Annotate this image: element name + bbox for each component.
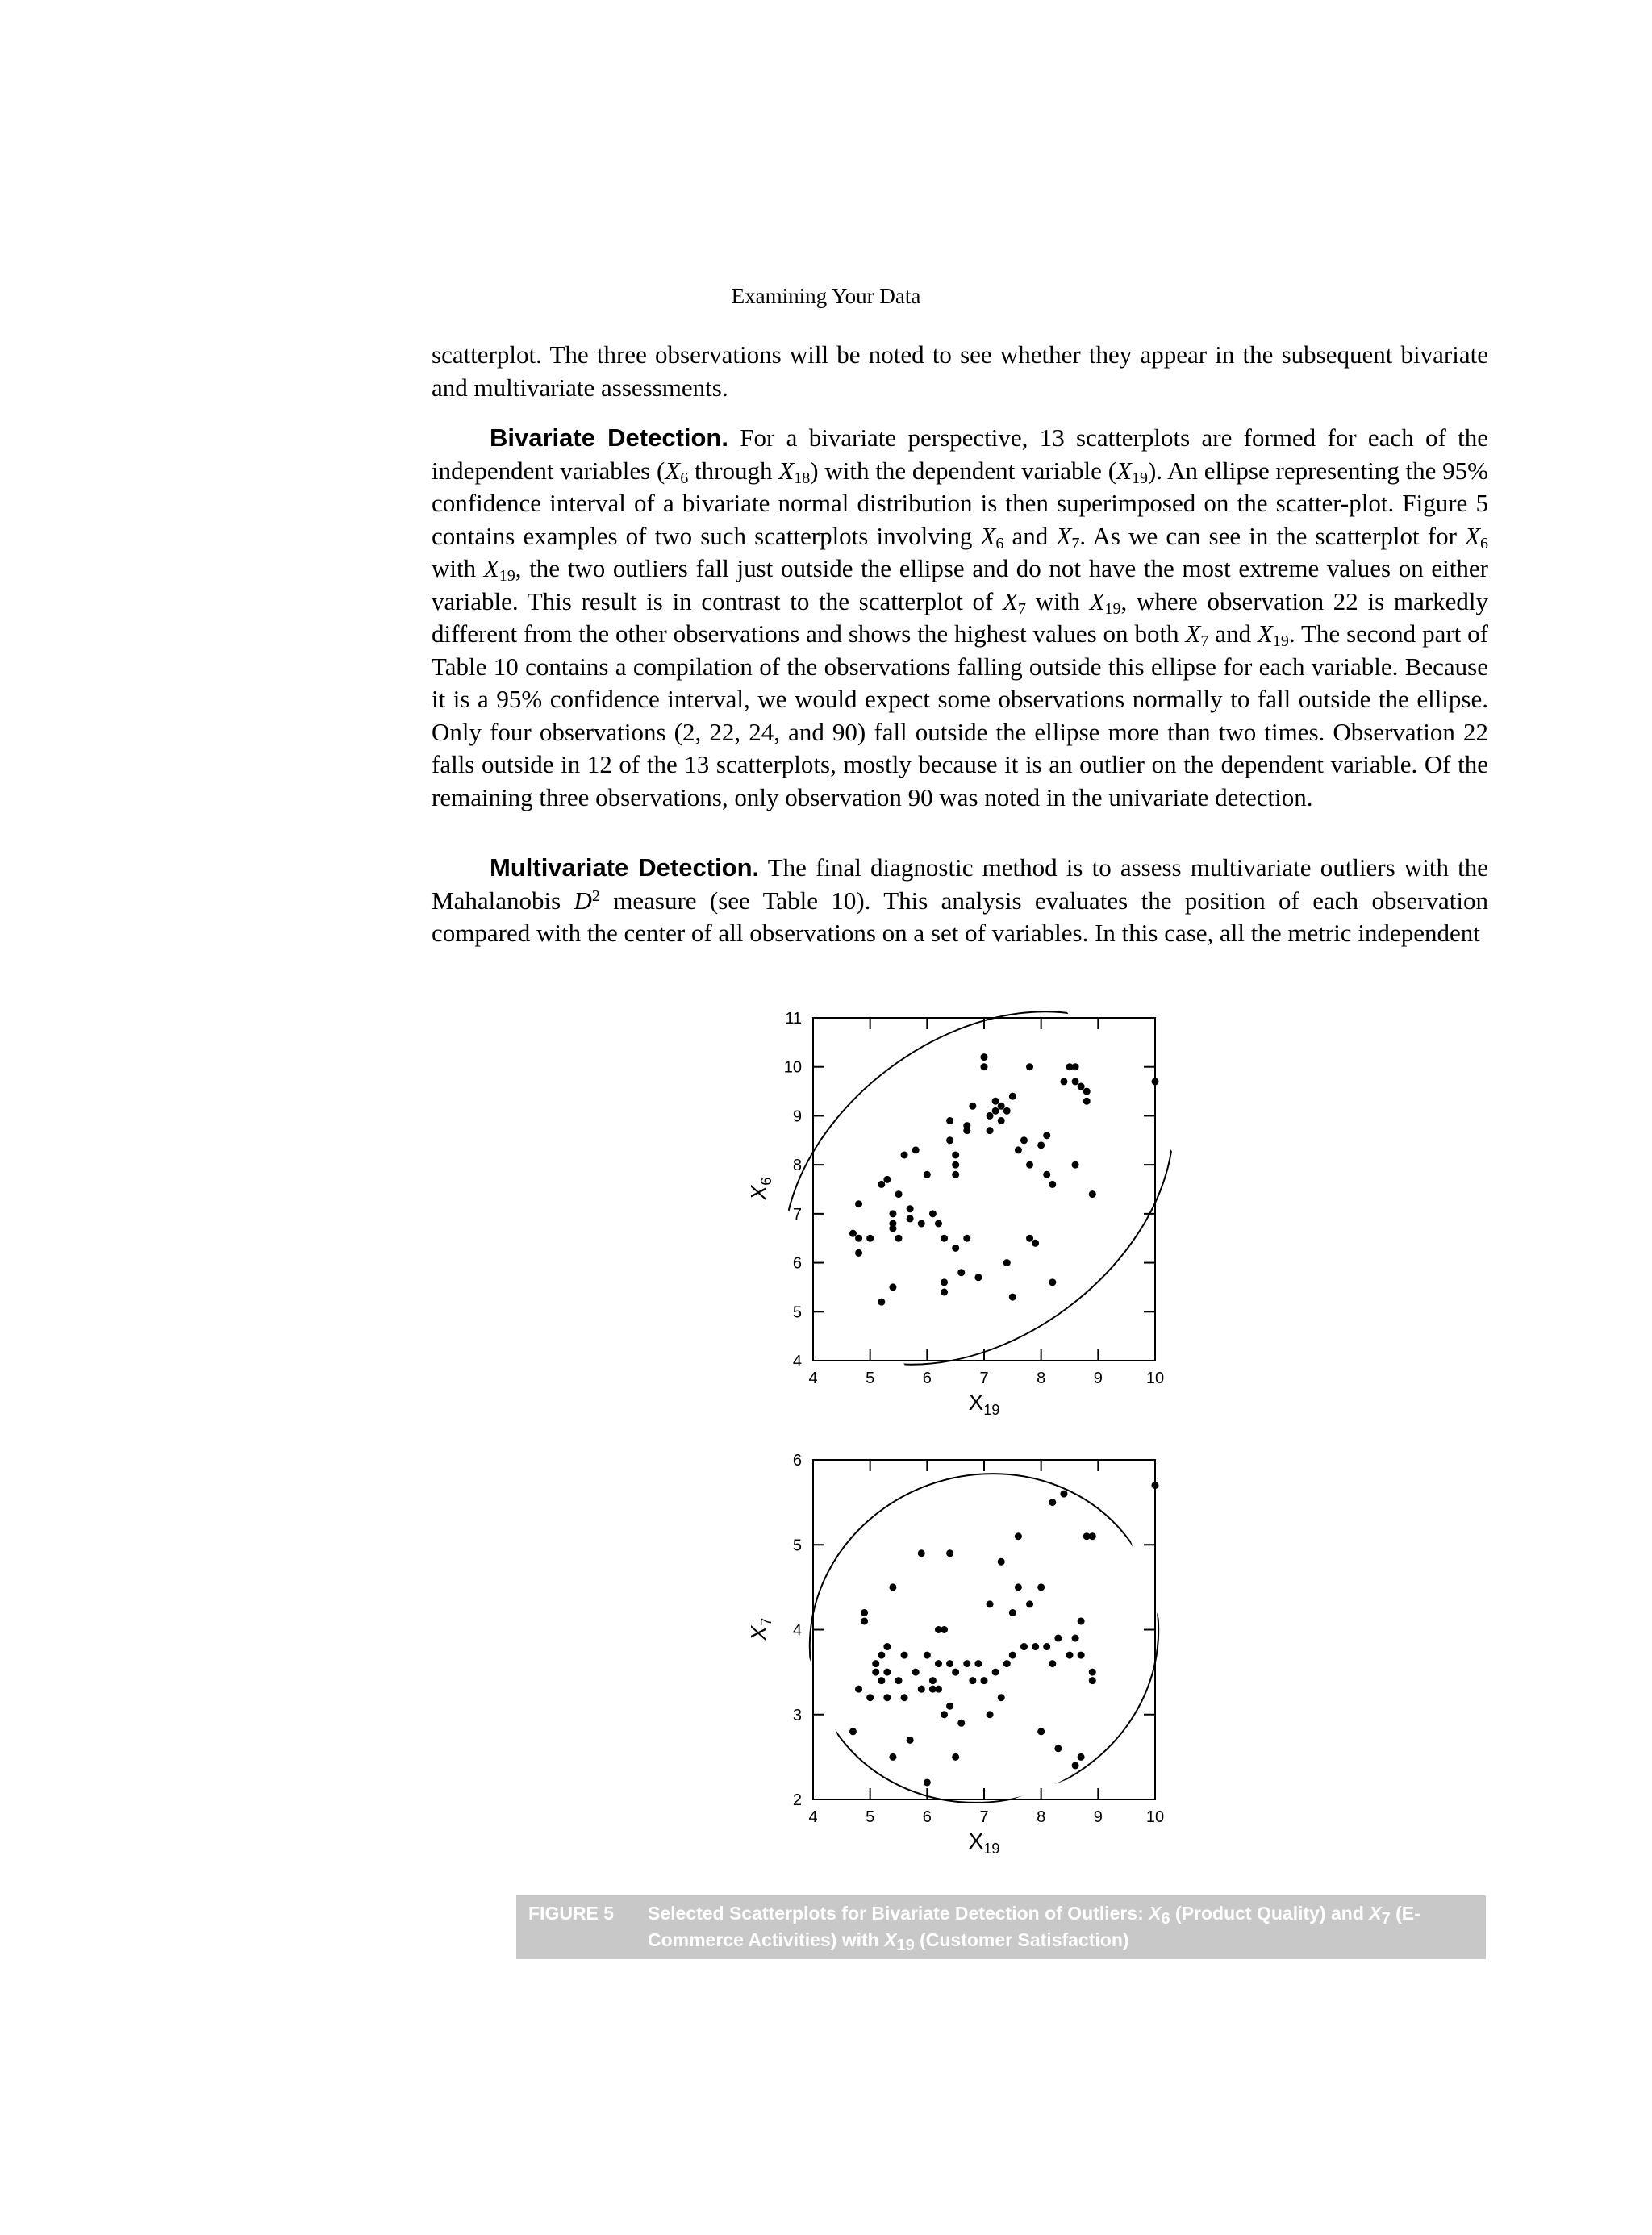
y-tick-label: 2 — [792, 1791, 802, 1809]
subscript: 19 — [1272, 632, 1289, 650]
y-tick-label: 4 — [792, 1353, 802, 1370]
x-axis-label: $X_{19}$ — [968, 1390, 1000, 1418]
data-point — [855, 1200, 862, 1207]
subscript: 7 — [1381, 1910, 1391, 1928]
data-point — [889, 1753, 896, 1761]
data-point — [963, 1235, 970, 1242]
paragraph-1-text: scatterplot. The three observations will be noted to see whether they appear in the subsequent bivariate and multivariate assessments. — [432, 340, 1488, 402]
data-point — [1089, 1677, 1096, 1684]
data-point — [855, 1235, 862, 1242]
data-point — [1009, 1093, 1016, 1100]
data-point — [889, 1283, 896, 1291]
x-tick-label: 8 — [1037, 1370, 1046, 1387]
data-point — [924, 1778, 931, 1786]
data-point — [952, 1753, 959, 1761]
variable-symbol: X — [483, 554, 499, 582]
data-point — [895, 1677, 903, 1684]
subscript: 6 — [1480, 534, 1488, 552]
data-point — [1078, 1083, 1085, 1090]
data-point — [855, 1686, 862, 1693]
data-point — [941, 1235, 948, 1242]
data-point — [1015, 1583, 1022, 1591]
data-point — [987, 1600, 994, 1607]
plot-frame — [813, 1460, 1155, 1799]
data-point — [895, 1190, 903, 1198]
data-point — [883, 1694, 891, 1701]
data-point — [907, 1215, 914, 1222]
data-point — [1072, 1161, 1079, 1169]
x-tick-label: 8 — [1037, 1808, 1046, 1826]
data-point — [878, 1181, 885, 1188]
data-point — [901, 1652, 908, 1659]
x-axis-label: $X_{19}$ — [968, 1828, 1000, 1857]
y-axis-label: $X_6$ — [746, 1177, 774, 1201]
data-point — [946, 1549, 953, 1557]
subscript: 7 — [1200, 632, 1209, 650]
subscript: 6 — [1161, 1910, 1170, 1928]
data-point — [981, 1677, 988, 1684]
variable-symbol: X — [1185, 619, 1201, 648]
variable-symbol: X — [1089, 586, 1105, 615]
data-point — [883, 1176, 891, 1183]
multivariate-heading: Multivariate Detection. — [490, 853, 760, 882]
data-point — [987, 1711, 994, 1718]
variable-symbol: X — [1003, 586, 1019, 615]
data-point — [992, 1098, 999, 1105]
data-point — [1083, 1098, 1091, 1105]
data-point — [987, 1127, 994, 1134]
x-tick-label: 9 — [1093, 1808, 1103, 1826]
data-point — [878, 1299, 885, 1306]
variable-symbol: X — [1465, 521, 1480, 550]
data-point — [1043, 1171, 1050, 1178]
y-tick-label: 5 — [792, 1303, 802, 1322]
data-point — [901, 1694, 908, 1701]
data-point — [872, 1669, 879, 1676]
data-point — [1037, 1728, 1045, 1735]
data-point — [889, 1210, 896, 1217]
data-point — [1060, 1078, 1067, 1085]
data-point — [907, 1737, 914, 1744]
data-point — [1072, 1762, 1079, 1769]
data-point — [849, 1230, 857, 1237]
superscript: 2 — [591, 886, 600, 905]
data-point — [992, 1669, 999, 1676]
data-point — [974, 1660, 982, 1667]
bivariate-body: For a bivariate perspective, 13 scatterplots are formed for each of the independent variables ($X_6$ through $X_{18}$) with the dependent variable $(X_{19})$. An ellipse representing the 95% confidence interval of a bivariate normal distribution is then superimposed on the scatter-plot. Figure 5 contains examples of two such scatterplots involving $X_6$ and $X_7$. As we can see in the scatterplot for $X_6$ with $X_{19}$, the two outliers fall just outside the ellipse and do not have the most extreme values on either variable. This result is in contrast to the scatterplot of $X_7$ with $X_{19}$, where observation 22 is markedly different from the other observations and shows the highest values on both $X_7$ and $X_{19}$. The second part of Table 10 contains a compilation of the observations falling outside this ellipse for each variable. Because it is a 95% confidence interval, we would expect some observations normally to fall outside the ellipse. Only four observations (2, 22, 24, and 90) fall outside the ellipse more than two times. Observation 22 falls outside in 12 of the 13 scatterplots, mostly because it is an outlier on the dependent variable. Of the remaining three observations, only observation 90 was noted in the univariate detection. — [432, 423, 1489, 811]
data-point — [924, 1652, 931, 1659]
data-point — [1049, 1181, 1056, 1188]
figure-label: FIGURE 5 — [528, 1903, 615, 1924]
data-point — [918, 1549, 925, 1557]
data-point — [1037, 1583, 1045, 1591]
data-point — [849, 1728, 857, 1735]
x-tick-label: 10 — [1145, 1370, 1165, 1387]
data-point — [1009, 1294, 1016, 1301]
data-point — [946, 1136, 953, 1144]
y-tick-label: 7 — [792, 1205, 802, 1224]
data-point — [952, 1161, 959, 1169]
x-tick-label: 9 — [1093, 1370, 1103, 1387]
y-tick-label: 9 — [792, 1107, 802, 1126]
data-point — [901, 1152, 908, 1159]
data-point — [1078, 1617, 1085, 1624]
data-point — [1083, 1088, 1091, 1095]
data-point — [866, 1694, 874, 1701]
data-point — [1003, 1107, 1011, 1115]
y-axis-label: $X_7$ — [746, 1617, 774, 1641]
variable-symbol: X — [665, 456, 681, 485]
y-tick-label: 3 — [792, 1706, 802, 1724]
variable-symbol: X — [1257, 619, 1273, 648]
data-point — [1026, 1063, 1033, 1070]
data-point — [952, 1245, 959, 1252]
data-point — [929, 1210, 937, 1217]
subscript: 6 — [680, 469, 689, 487]
y-tick-label: 6 — [792, 1254, 802, 1273]
data-point — [1066, 1652, 1074, 1659]
variable-symbol: X — [778, 456, 795, 485]
variable-symbol: X — [1056, 521, 1072, 550]
data-point — [1020, 1643, 1028, 1650]
subscript: 6 — [995, 534, 1004, 552]
data-point — [1009, 1652, 1016, 1659]
data-point — [998, 1103, 1005, 1110]
data-point — [1054, 1745, 1062, 1752]
data-point — [1060, 1491, 1067, 1498]
data-point — [878, 1652, 885, 1659]
figure-caption-text: Selected Scatterplots for Bivariate Detection of Outliers: $X_6$ (Product Quality) and $X_7$ (E-Commerce Activities) with $X_{19}$ (Customer Satisfaction) — [648, 1903, 1420, 1954]
figure-caption — [516, 1895, 1486, 1959]
data-point — [912, 1669, 920, 1676]
y-tick-label: 5 — [792, 1537, 802, 1555]
data-point — [883, 1669, 891, 1676]
subscript: 19 — [1104, 599, 1121, 618]
data-point — [872, 1660, 879, 1667]
data-point — [941, 1711, 948, 1718]
data-point — [957, 1720, 965, 1727]
data-point — [1043, 1643, 1050, 1650]
data-point — [889, 1583, 896, 1591]
y-tick-label: 8 — [792, 1157, 802, 1175]
variable-symbol: X — [980, 521, 996, 550]
subscript: 19 — [499, 567, 515, 585]
data-point — [1003, 1660, 1011, 1667]
data-point — [1078, 1753, 1085, 1761]
data-point — [1152, 1482, 1159, 1489]
data-point — [861, 1617, 868, 1624]
data-point — [1072, 1078, 1079, 1085]
running-head: Examining Your Data — [731, 284, 921, 308]
data-point — [1072, 1635, 1079, 1642]
data-point — [963, 1660, 970, 1667]
y-tick-label: 10 — [783, 1058, 802, 1077]
subscript: 19 — [896, 1937, 915, 1954]
data-point — [946, 1117, 953, 1124]
data-point — [883, 1643, 891, 1650]
y-tick-label: 6 — [792, 1452, 802, 1470]
data-point — [957, 1269, 965, 1276]
x-tick-label: 7 — [979, 1370, 989, 1387]
variable-symbol: X — [1149, 1903, 1162, 1924]
data-point — [918, 1686, 925, 1693]
data-point — [1049, 1499, 1056, 1506]
data-point — [1089, 1190, 1096, 1198]
data-point — [1049, 1660, 1056, 1667]
data-point — [981, 1063, 988, 1070]
multivariate-body: The final diagnostic method is to assess multivariate outliers with the Mahalanobis $D^2$ measure (see Table 10). This analysis evaluates the position of each observation compared with the center of all observations on a set of variables. In this case, all the metric independent — [432, 853, 1489, 947]
subscript: 19 — [1131, 469, 1148, 487]
data-point — [1043, 1132, 1050, 1139]
data-point — [941, 1278, 948, 1286]
data-point — [1049, 1278, 1056, 1286]
x-tick-label: 5 — [866, 1808, 875, 1826]
data-point — [941, 1289, 948, 1296]
data-point — [855, 1249, 862, 1257]
data-point — [1089, 1532, 1096, 1540]
data-point — [992, 1107, 999, 1115]
data-point — [941, 1626, 948, 1633]
data-point — [1015, 1532, 1022, 1540]
x-tick-label: 4 — [808, 1808, 818, 1826]
x-tick-label: 6 — [922, 1370, 932, 1387]
variable-symbol: X — [1369, 1903, 1382, 1924]
data-point — [952, 1669, 959, 1676]
bivariate-heading: Bivariate Detection. — [490, 423, 728, 452]
data-point — [1003, 1259, 1011, 1266]
data-point — [969, 1677, 976, 1684]
data-point — [946, 1703, 953, 1710]
subscript: 7 — [1071, 534, 1080, 552]
data-point — [974, 1274, 982, 1281]
x-tick-label: 5 — [866, 1370, 875, 1387]
data-point — [878, 1677, 885, 1684]
data-point — [1026, 1161, 1033, 1169]
variable-symbol: D — [574, 886, 592, 915]
data-point — [1037, 1141, 1045, 1149]
variable-symbol: X — [884, 1929, 897, 1950]
data-point — [1020, 1136, 1028, 1144]
data-point — [952, 1171, 959, 1178]
confidence-ellipse — [763, 1425, 1205, 1852]
data-point — [866, 1235, 874, 1242]
data-point — [1152, 1078, 1159, 1085]
x-tick-label: 4 — [808, 1370, 818, 1387]
data-point — [918, 1220, 925, 1228]
data-point — [1015, 1146, 1022, 1153]
data-point — [861, 1609, 868, 1616]
y-tick-label: 11 — [785, 1010, 802, 1028]
variable-symbol: X — [1116, 456, 1132, 485]
data-point — [998, 1694, 1005, 1701]
data-point — [924, 1171, 931, 1178]
subscript: 7 — [1018, 599, 1027, 618]
data-point — [935, 1686, 942, 1693]
data-point — [912, 1146, 920, 1153]
data-point — [1072, 1063, 1079, 1070]
data-point — [895, 1235, 903, 1242]
data-point — [1054, 1635, 1062, 1642]
data-point — [1078, 1652, 1085, 1659]
data-point — [1032, 1643, 1039, 1650]
data-point — [1032, 1240, 1039, 1247]
x-tick-label: 6 — [922, 1808, 932, 1826]
data-point — [952, 1152, 959, 1159]
data-point — [907, 1205, 914, 1212]
data-point — [946, 1660, 953, 1667]
data-point — [1009, 1609, 1016, 1616]
data-point — [889, 1225, 896, 1232]
data-point — [929, 1677, 937, 1684]
data-point — [963, 1122, 970, 1129]
data-point — [1026, 1235, 1033, 1242]
data-point — [969, 1103, 976, 1110]
data-point — [1026, 1600, 1033, 1607]
y-tick-label: 4 — [792, 1621, 802, 1640]
subscript: 18 — [794, 469, 811, 487]
data-point — [998, 1117, 1005, 1124]
data-point — [987, 1112, 994, 1120]
data-point — [935, 1220, 942, 1228]
data-point — [998, 1558, 1005, 1566]
data-point — [935, 1660, 942, 1667]
data-point — [1089, 1669, 1096, 1676]
x-tick-label: 7 — [979, 1808, 989, 1826]
x-tick-label: 10 — [1145, 1808, 1165, 1826]
data-point — [981, 1053, 988, 1061]
